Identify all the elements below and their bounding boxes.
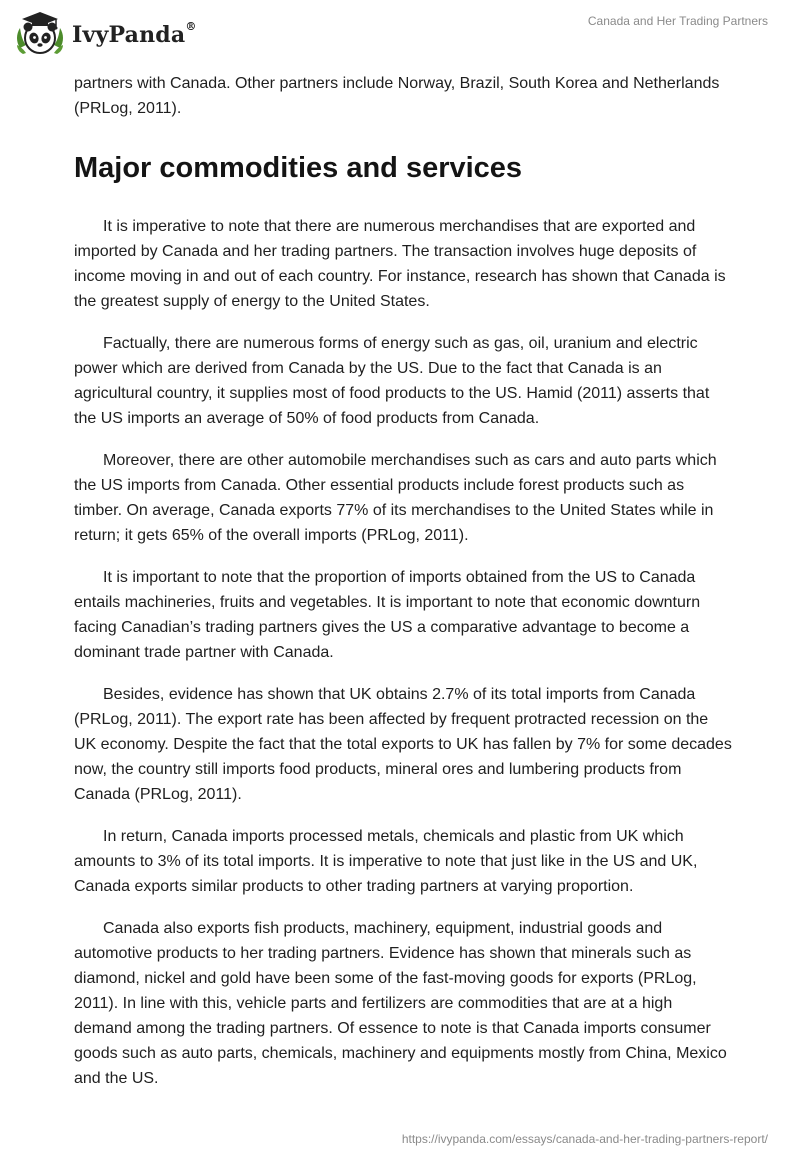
registered-mark: ®	[185, 20, 197, 33]
page-header	[0, 0, 800, 70]
paragraph: In return, Canada imports processed metals, chemicals and plastic from UK which amounts to 3% of its total imports. It is imperative to note that just like in the US and UK, Canada exports similar products to other trading partners at varying proportion.	[74, 828, 698, 895]
section-paragraphs	[74, 214, 734, 1091]
paragraph: It is imperative to note that there are numerous merchandises that are exported and imported by Canada and her trading partners. The transaction involves huge deposits of income moving in and out of each country. For instance, research has shown that Canada is the greatest supply of energy to the United States.	[74, 218, 726, 310]
paragraph: Besides, evidence has shown that UK obtains 2.7% of its total imports from Canada (PRLog, 2011). The export rate has been affected by frequent protracted recession on the UK economy. Despite the fact that the total exports to UK has fallen by 7% for some decades now, the country still imports food products, mineral ores and lumbering products from Canada (PRLog, 2011).	[74, 686, 732, 803]
section-heading: Major commodities and services	[74, 152, 523, 184]
paragraph: Canada also exports fish products, machinery, equipment, industrial goods and automotive products to her trading partners. Evidence has shown that minerals such as diamond, nickel and gold have been some of the fast-moving goods for exports (PRLog, 2011). In line with this, vehicle parts and fertilizers are commodities that are at a high demand among the trading partners. Of essence to note is that Canada imports consumer goods such as auto parts, chemicals, machinery and equipments mostly from China, Mexico and the US.	[74, 920, 727, 1087]
ivypanda-logo[interactable]	[14, 8, 197, 60]
brand-name: IvyPanda	[72, 22, 186, 48]
source-url[interactable]: https://ivypanda.com/essays/canada-and-her-trading-partners-report/	[401, 1132, 768, 1146]
continued-paragraph: partners with Canada. Other partners include Norway, Brazil, South Korea and Netherlands (PRLog, 2011).	[74, 75, 720, 117]
brand-wordmark	[72, 22, 197, 48]
panda-graduate-icon	[14, 8, 66, 60]
paragraph: Moreover, there are other automobile merchandises such as cars and auto parts which the US imports from Canada. Other essential products include forest products such as timber. On average, Canada exports 77% of its merchandises to the United States while in return; it gets 65% of the overall imports (PRLog, 2011).	[74, 452, 717, 544]
document-title: Canada and Her Trading Partners	[587, 14, 768, 28]
paragraph: It is important to note that the proportion of imports obtained from the US to Canada entails machineries, fruits and vegetables. It is important to note that economic downturn facing Canadian’s trading partners gives the US a comparative advantage to become a dominant trade partner with Canada.	[74, 569, 701, 661]
paragraph: Factually, there are numerous forms of energy such as gas, oil, uranium and electric power which are derived from Canada by the US. Due to the fact that Canada is an agricultural country, it supplies most of food products to the US. Hamid (2011) asserts that the US imports an average of 50% of food products from Canada.	[74, 335, 710, 427]
article-body	[74, 71, 734, 1108]
